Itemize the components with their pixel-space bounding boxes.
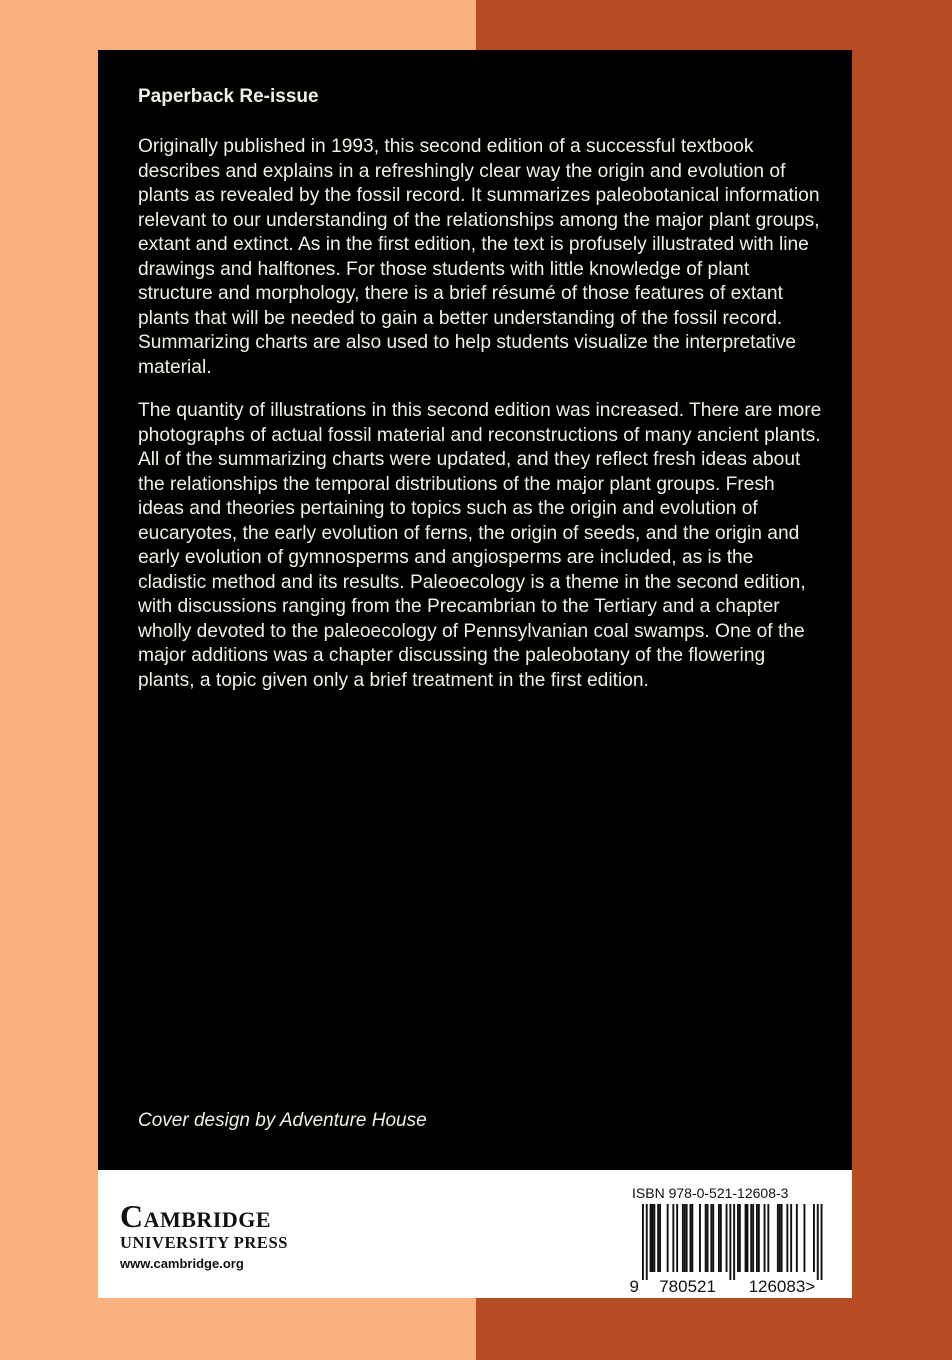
barcode-bar <box>779 1204 781 1272</box>
barcode-bar <box>786 1204 788 1272</box>
barcode-bar <box>804 1204 806 1272</box>
cover-design-credit: Cover design by Adventure House <box>138 1110 427 1131</box>
barcode-bar <box>707 1204 709 1272</box>
publisher-url: www.cambridge.org <box>120 1256 244 1271</box>
barcode-bar <box>718 1204 720 1272</box>
barcode-bar <box>652 1204 654 1272</box>
barcode-bar <box>817 1204 819 1280</box>
publisher-footer <box>98 1170 852 1298</box>
barcode-bar <box>756 1204 758 1272</box>
barcode-bar <box>699 1204 701 1272</box>
barcode-bar <box>667 1204 669 1272</box>
barcode-bar <box>642 1204 644 1280</box>
cover-heading: Paperback Re-issue <box>138 86 319 107</box>
barcode-bar <box>737 1204 739 1272</box>
barcode-bar <box>690 1204 692 1272</box>
isbn-label: ISBN 978-0-521-12608-3 <box>632 1185 789 1201</box>
barcode-bar <box>777 1204 779 1272</box>
barcode-bar <box>659 1204 661 1272</box>
barcode-bar <box>767 1204 769 1272</box>
barcode-bar <box>733 1204 735 1280</box>
barcode-bar <box>672 1204 674 1272</box>
barcode-bar <box>790 1204 792 1272</box>
barcode-bar <box>676 1204 678 1272</box>
description-paragraph-1: Originally published in 1993, this second edition of a successful textbook describes and explains in a refreshingly clear way the origin and evolution of plants as revealed by the fossil record. It summarizes paleobotanical information relevant to our understanding of the relationships among the major plant groups, extant and extinct. As in the first edition, the text is profusely illustrated with line drawings and halftones. For those students with little knowledge of plant structure and morphology, there is a brief résumé of those features of extant plants that will be needed to gain a better understanding of the fossil record. Summarizing charts are also used to help students visualize the interpretative material. <box>138 136 820 378</box>
barcode-bar <box>729 1204 731 1280</box>
isbn-barcode <box>628 1202 848 1296</box>
barcode-bar <box>796 1204 798 1272</box>
barcode-bar <box>750 1204 752 1272</box>
barcode-bar <box>712 1204 714 1272</box>
barcode-bar <box>650 1204 652 1272</box>
barcode-bar <box>739 1204 741 1272</box>
barcode-bar <box>726 1204 728 1272</box>
barcode-bar <box>705 1204 707 1272</box>
barcode-bar <box>691 1204 693 1272</box>
barcode-bar <box>686 1204 688 1272</box>
barcode-bar <box>684 1204 686 1272</box>
barcode-bar <box>752 1204 754 1272</box>
barcode-bar <box>720 1204 722 1272</box>
barcode-bar <box>747 1204 749 1272</box>
barcode-digits: 9 <box>629 1277 639 1296</box>
barcode-bar <box>653 1204 655 1272</box>
barcode-bar <box>764 1204 766 1272</box>
barcode-bar <box>813 1204 815 1272</box>
publisher-name: Cambridge <box>120 1198 272 1234</box>
barcode-bar <box>682 1204 684 1272</box>
barcode-bar <box>646 1204 648 1280</box>
publisher-subtitle: UNIVERSITY PRESS <box>120 1233 289 1252</box>
barcode-bar <box>710 1204 712 1272</box>
barcode-bar <box>781 1204 783 1272</box>
barcode-bar <box>657 1204 659 1272</box>
barcode-digits: 780521 <box>659 1277 716 1296</box>
barcode-bar <box>821 1204 823 1280</box>
barcode-bar <box>758 1204 760 1272</box>
barcode-bar <box>745 1204 747 1272</box>
text-panel <box>98 50 852 1170</box>
description-paragraph-2: The quantity of illustrations in this second edition was increased. There are more photographs of actual fossil material and reconstructions of many ancient plants. All of the summarizing charts were updated, and they reflect fresh ideas about the relationships the temporal distributions of the major plant groups. Fresh ideas and theories pertaining to topics such as the origin and evolution of eucaryotes, the early evolution of ferns, the origin of seeds, and the origin and early evolution of gymnosperms and angiosperms are included, as is the cladistic method and its results. Paleoecology is a theme in the second edition, with discussions ranging from the Precambrian to the Tertiary and a chapter wholly devoted to the paleoecology of Pennsylvanian coal swamps. One of the major additions was a chapter discussing the paleobotany of the flowering plants, a topic given only a brief treatment in the first edition. <box>138 400 822 691</box>
barcode-digits: 126083> <box>748 1277 816 1296</box>
